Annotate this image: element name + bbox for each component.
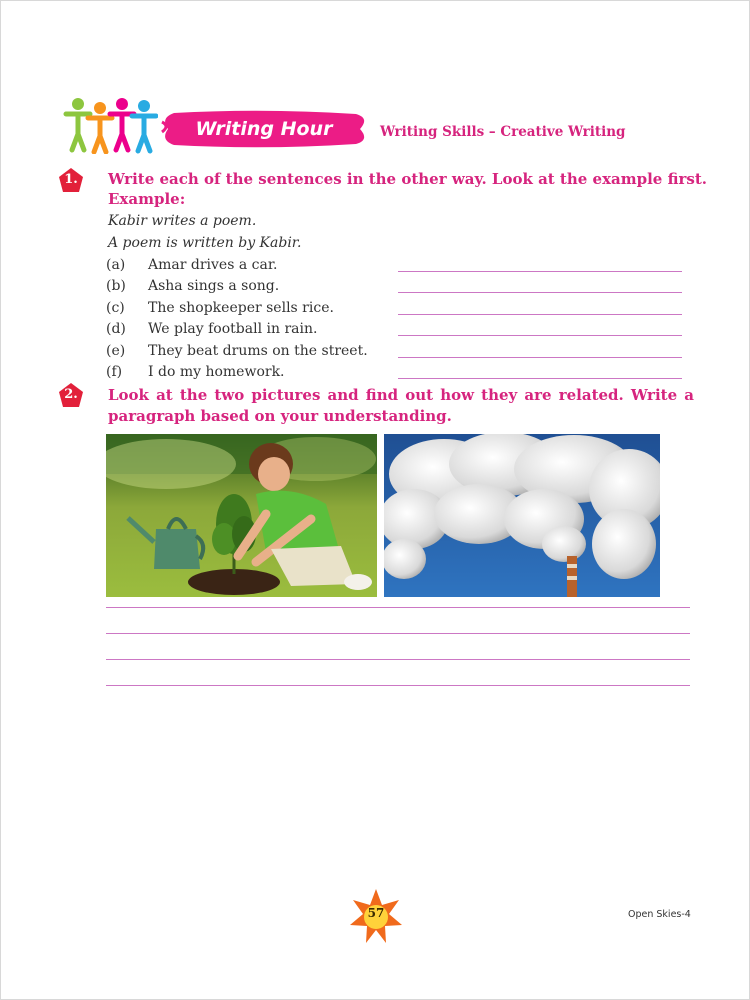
exercise-1-instruction: Write each of the sentences in the other way. Look at the example first.	[108, 170, 707, 188]
answer-line[interactable]	[398, 314, 682, 315]
item-label: (f)	[106, 364, 123, 380]
exercise-1-number: 1.	[64, 172, 78, 187]
writing-line[interactable]	[106, 607, 690, 608]
writing-line[interactable]	[106, 685, 690, 686]
writing-line[interactable]	[106, 659, 690, 660]
item-sentence: They beat drums on the street.	[148, 343, 368, 359]
boy-planting-tree-image	[106, 434, 377, 597]
answer-line[interactable]	[398, 292, 682, 293]
answer-line[interactable]	[398, 378, 682, 379]
example-passive-sentence: A poem is written by Kabir.	[108, 235, 302, 251]
children-logo-icon	[62, 94, 158, 154]
item-label: (e)	[106, 343, 126, 359]
item-label: (a)	[106, 257, 126, 273]
factory-chimney-smoke-image	[384, 434, 660, 597]
item-sentence: Amar drives a car.	[148, 257, 278, 273]
book-title: Open Skies-4	[628, 909, 691, 920]
item-label: (d)	[106, 321, 126, 337]
item-sentence: We play football in rain.	[148, 321, 318, 337]
example-heading: Example:	[108, 190, 186, 208]
exercise-2-instruction-line-2: paragraph based on your understanding.	[108, 407, 452, 425]
item-sentence: I do my homework.	[148, 364, 285, 380]
page-number: 57	[367, 906, 385, 920]
answer-line[interactable]	[398, 335, 682, 336]
answer-line[interactable]	[398, 357, 682, 358]
example-active-sentence: Kabir writes a poem.	[108, 213, 257, 229]
writing-line[interactable]	[106, 633, 690, 634]
item-label: (c)	[106, 300, 125, 316]
item-sentence: Asha sings a song.	[148, 278, 280, 294]
banner-title: Writing Hour	[195, 118, 333, 140]
exercise-2-instruction-line-1: Look at the two pictures and find out how they are related. Write a	[108, 386, 694, 404]
exercise-2-number: 2.	[64, 387, 78, 402]
section-subtitle: Writing Skills – Creative Writing	[380, 124, 626, 140]
answer-line[interactable]	[398, 271, 682, 272]
item-label: (b)	[106, 278, 126, 294]
item-sentence: The shopkeeper sells rice.	[148, 300, 334, 316]
